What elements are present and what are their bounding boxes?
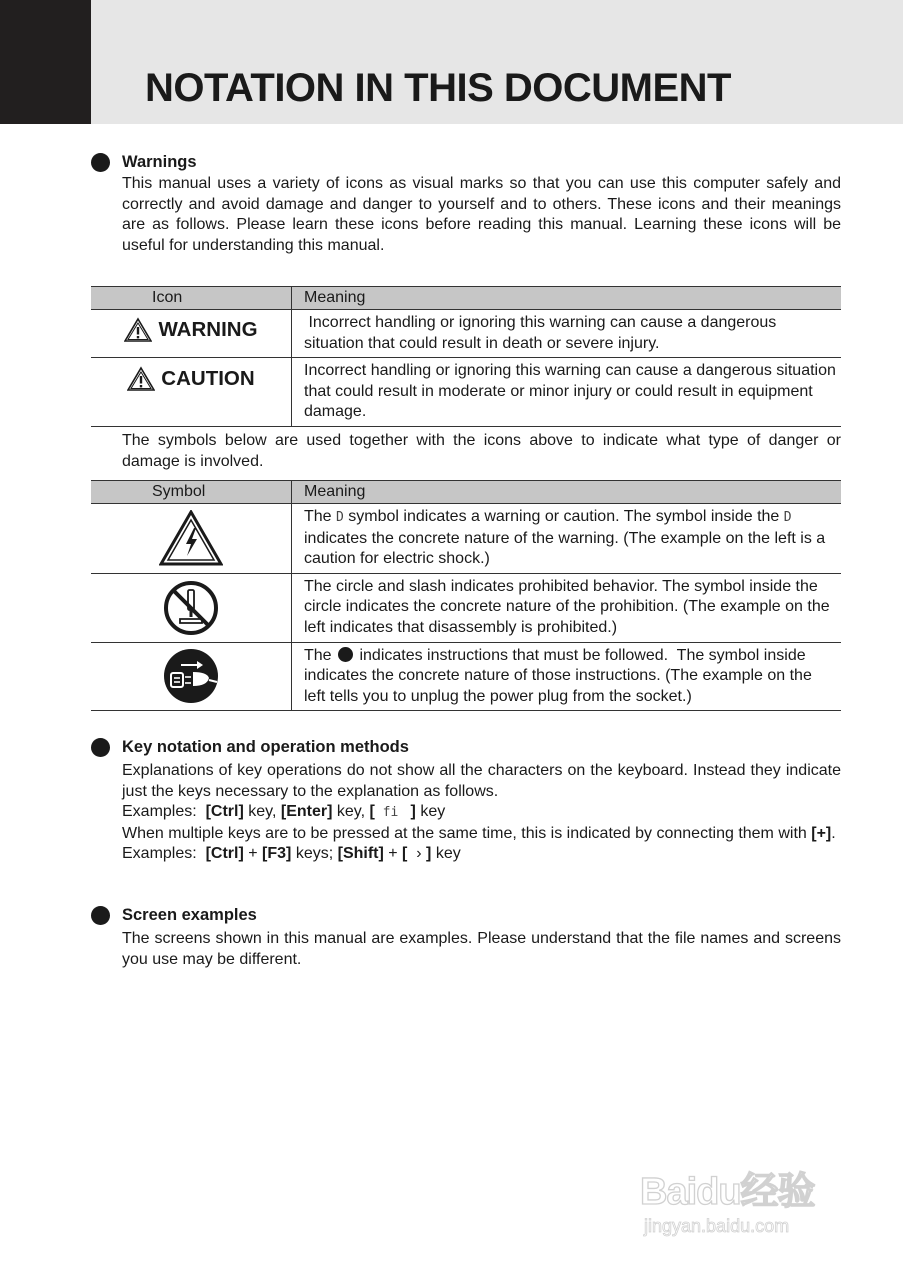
key-text: +	[243, 845, 263, 863]
warning-label: WARNING	[158, 318, 258, 341]
shock-meaning-post: indicates the concrete nature of the warning. (The example on the left is a caution for electric shock.)	[304, 529, 826, 568]
electric-shock-icon	[159, 510, 223, 566]
baidu-url: jingyan.baidu.com	[644, 1216, 790, 1236]
keys-body	[122, 761, 841, 865]
table-row	[91, 358, 841, 427]
warning-triangle-icon	[127, 366, 155, 392]
f3-key: [F3]	[262, 845, 292, 863]
instruction-meaning-pre: The	[304, 646, 337, 664]
shock-meaning-mid: symbol indicates a warning or caution. The symbol inside the	[343, 508, 784, 525]
baidu-logo: Baidu经验	[640, 1171, 815, 1213]
shock-meaning-pre: The	[304, 508, 337, 525]
ctrl-key: [Ctrl]	[205, 803, 244, 821]
symbol-table	[91, 480, 841, 711]
shift-key: [Shift]	[337, 845, 384, 863]
header-black-tab	[0, 0, 91, 124]
plus-key: [+]	[811, 824, 832, 842]
meaning-column-header: Meaning	[292, 481, 842, 504]
screens-heading: Screen examples	[122, 906, 257, 924]
keys-para2-text: When multiple keys are to be pressed at the same time, this is indicated by connecting them with	[122, 824, 807, 842]
meaning-column-header: Meaning	[292, 287, 842, 310]
key-text: key,	[332, 803, 370, 821]
mandatory-dot-icon	[338, 647, 353, 662]
keys-para1: Explanations of key operations do not show all the characters on the keyboard. Instead they indicate just the keys necessary to the explanation as follows.	[122, 762, 841, 800]
section-bullet	[91, 906, 110, 925]
bracket-open: [	[402, 845, 408, 863]
screens-para: The screens shown in this manual are examples. Please understand that the file names and screens you use may be different.	[122, 930, 841, 968]
caution-signal	[127, 366, 254, 392]
key-glyph: ›	[407, 845, 427, 863]
bracket-close: ]	[406, 803, 416, 821]
page-title: NOTATION IN THIS DOCUMENT	[145, 66, 731, 110]
triangle-glyph: D	[783, 510, 792, 525]
ctrl-key: [Ctrl]	[205, 845, 244, 863]
caution-label: CAUTION	[161, 366, 255, 390]
instruction-meaning-post: indicates instructions that must be followed. The symbol inside indicates the concrete nature of those instructions. (The example on the left tells you to unplug the power plug from the socket.)	[304, 646, 817, 705]
unplug-icon	[163, 648, 219, 704]
keys-example1	[122, 802, 841, 824]
symbols-intro: The symbols below are used together with the icons above to indicate what type of danger or damage is involved.	[122, 432, 841, 470]
caution-meaning: Incorrect handling or ignoring this warning can cause a dangerous situation that could result in moderate or minor injury or could result in equipment damage.	[292, 358, 842, 427]
table-row	[91, 310, 841, 358]
warning-meaning: Incorrect handling or ignoring this warning can cause a dangerous situation that could result in death or severe injury.	[292, 310, 842, 358]
key-text: key	[431, 845, 461, 863]
keys-heading: Key notation and operation methods	[122, 738, 409, 756]
key-text: key	[415, 803, 446, 821]
key-glyph: fi	[374, 805, 407, 821]
keys-example2	[122, 844, 841, 865]
prohibited-meaning: The circle and slash indicates prohibited behavior. The symbol inside the circle indicates the concrete nature of the prohibition. (The example on the left indicates that disassembly is prohibited.)	[292, 573, 842, 642]
table-row	[91, 504, 841, 574]
key-text: key,	[243, 803, 281, 821]
no-disassembly-icon	[162, 579, 220, 637]
symbol-column-header: Symbol	[91, 481, 292, 504]
example-label: Examples:	[122, 803, 206, 821]
warnings-heading: Warnings	[122, 153, 197, 171]
warnings-intro: This manual uses a variety of icons as visual marks so that you can use this computer safely and correctly and avoid damage and danger to yourself and to others. These icons and their meanings are as follows. Please learn these icons before reading this manual. Learning these icons will be useful for understanding this manual.	[122, 175, 841, 254]
table-row	[91, 573, 841, 642]
keys-para2	[122, 824, 841, 845]
triangle-glyph: D	[336, 510, 344, 525]
warning-signal	[124, 317, 257, 343]
key-text: keys;	[291, 845, 338, 863]
section-bullet	[91, 738, 110, 757]
bracket-open: [	[369, 803, 375, 821]
icon-column-header: Icon	[91, 287, 292, 310]
table-row	[91, 642, 841, 711]
baidu-watermark	[640, 1140, 855, 1250]
example-label: Examples:	[122, 845, 206, 863]
key-text: .	[831, 824, 836, 842]
key-text: +	[383, 845, 403, 863]
icon-table	[91, 286, 841, 427]
section-bullet	[91, 153, 110, 172]
bracket-close: ]	[426, 845, 432, 863]
enter-key: [Enter]	[280, 803, 333, 821]
warning-triangle-icon	[124, 317, 152, 343]
